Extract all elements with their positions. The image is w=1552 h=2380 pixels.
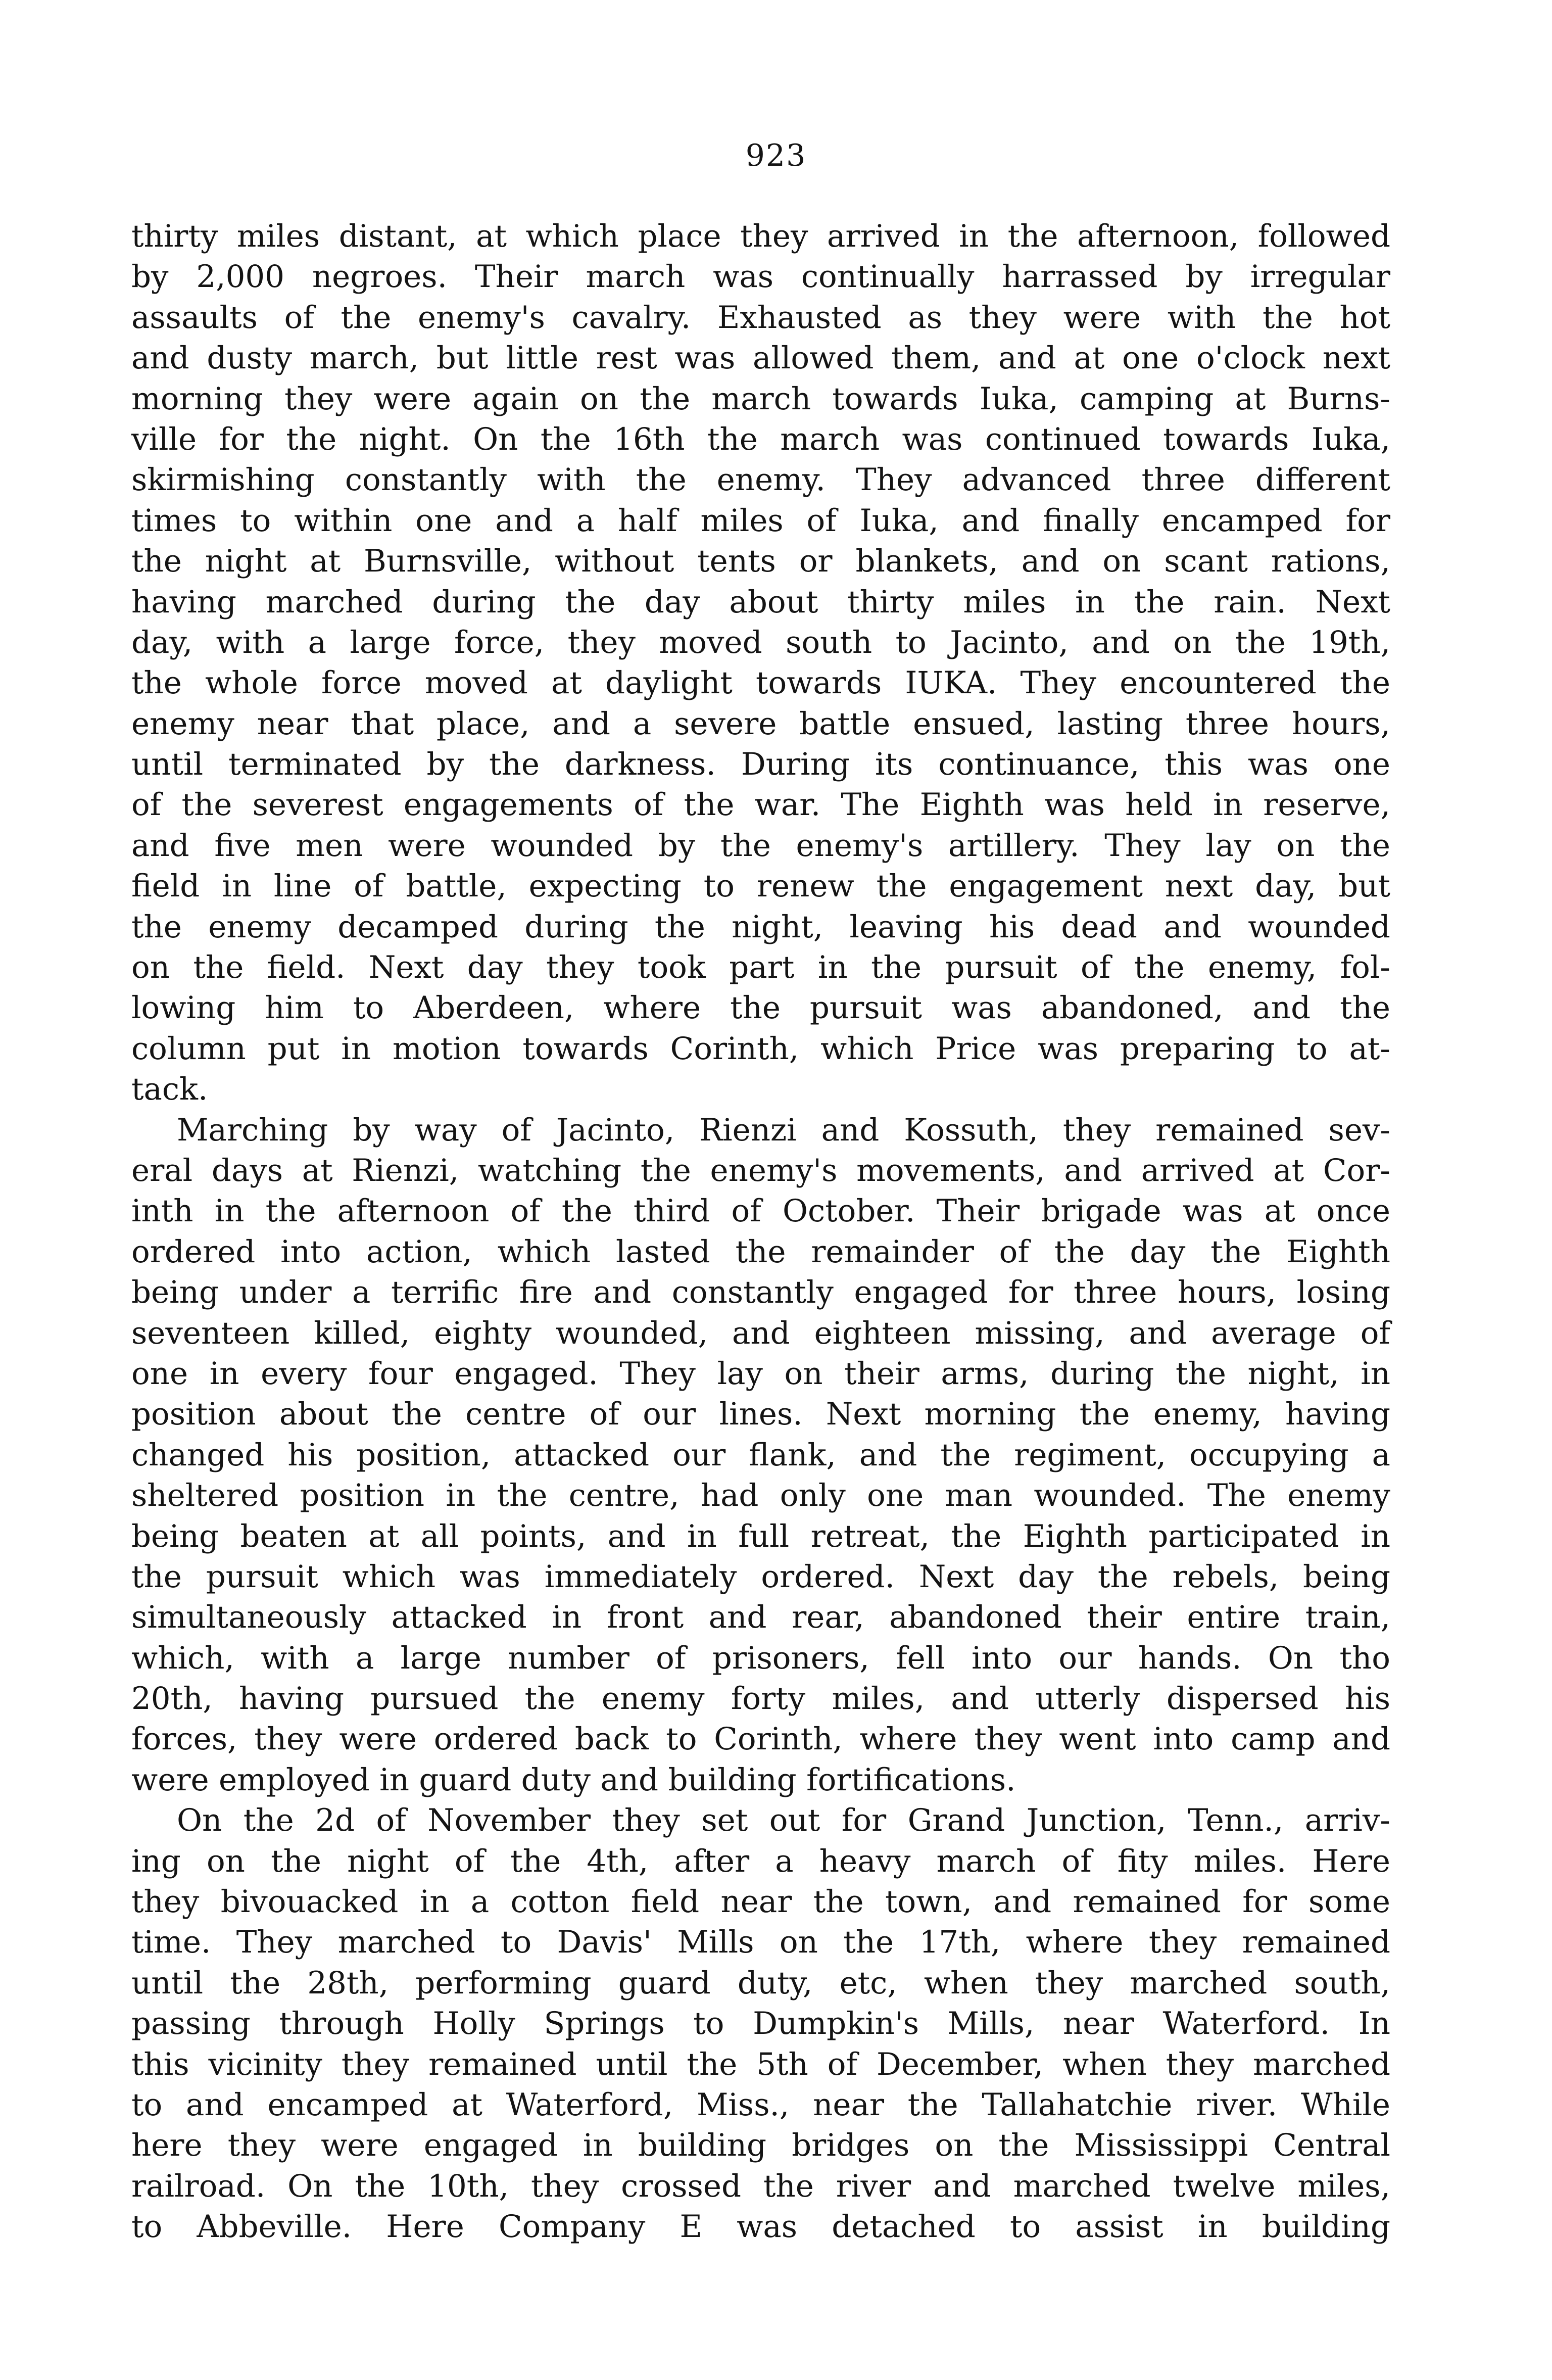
text-line: ville for the night. On the 16th the march was continued towards Iuka, <box>131 421 1390 457</box>
body-text <box>131 216 1390 2248</box>
text-line: being under a terrific fire and constantly engaged for three hours, losing <box>131 1274 1390 1311</box>
text-line: ing on the night of the 4th, after a heavy march of fity miles. Here <box>131 1843 1390 1879</box>
text-line: field in line of battle, expecting to renew the engagement next day, but <box>131 868 1390 905</box>
text-line: of the severest engagements of the war. The Eighth was held in reserve, <box>131 787 1390 823</box>
text-line: times to within one and a half miles of Iuka, and finally encamped for <box>131 502 1390 539</box>
text-line: sheltered position in the centre, had only one man wounded. The enemy <box>131 1478 1390 1514</box>
text-line: tack. <box>131 1071 208 1108</box>
text-line: being beaten at all points, and in full retreat, the Eighth participated in <box>131 1518 1390 1554</box>
text-line: railroad. On the 10th, they crossed the river and marched twelve miles, <box>131 2168 1390 2204</box>
text-line: Marching by way of Jacinto, Rienzi and Kossuth, they remained sev- <box>177 1112 1390 1148</box>
text-line: forces, they were ordered back to Corinth, where they went into camp and <box>131 1721 1390 1757</box>
text-line: lowing him to Aberdeen, where the pursuit was abandoned, and the <box>131 990 1390 1026</box>
text-line: which, with a large number of prisoners, fell into our hands. On tho <box>131 1640 1390 1676</box>
text-line: On the 2d of November they set out for Grand Junction, Tenn., arriv- <box>177 1802 1390 1839</box>
text-line: this vicinity they remained until the 5th of December, when they marched <box>131 2046 1390 2082</box>
text-line: position about the centre of our lines. Next morning the enemy, having <box>131 1396 1390 1433</box>
text-line: seventeen killed, eighty wounded, and eighteen missing, and average of <box>131 1315 1390 1351</box>
text-line: were employed in guard duty and building fortifications. <box>131 1762 1016 1798</box>
text-line: column put in motion towards Corinth, which Price was preparing to at- <box>131 1030 1390 1067</box>
text-line: day, with a large force, they moved south to Jacinto, and on the 19th, <box>131 624 1390 660</box>
text-line: time. They marched to Davis' Mills on the 17th, where they remained <box>131 1924 1390 1961</box>
text-line: ordered into action, which lasted the remainder of the day the Eighth <box>131 1233 1390 1270</box>
text-line: simultaneously attacked in front and rear, abandoned their entire train, <box>131 1599 1390 1636</box>
text-line: the whole force moved at daylight towards IUKA. They encountered the <box>131 665 1390 701</box>
text-line: until terminated by the darkness. During its continuance, this was one <box>131 746 1390 783</box>
page-number: 923 <box>745 138 807 173</box>
text-line: passing through Holly Springs to Dumpkin's Mills, near Waterford. In <box>131 2006 1390 2042</box>
text-line: morning they were again on the march towards Iuka, camping at Burns- <box>131 380 1390 417</box>
text-line: they bivouacked in a cotton field near the town, and remained for some <box>131 1884 1390 1920</box>
text-line: inth in the afternoon of the third of October. Their brigade was at once <box>131 1193 1390 1229</box>
text-line: one in every four engaged. They lay on their arms, during the night, in <box>131 1355 1390 1392</box>
text-line: the night at Burnsville, without tents or blankets, and on scant rations, <box>131 543 1390 580</box>
text-line: to and encamped at Waterford, Miss., near the Tallahatchie river. While <box>131 2086 1390 2123</box>
text-line: having marched during the day about thirty miles in the rain. Next <box>131 584 1390 620</box>
text-line: to Abbeville. Here Company E was detached to assist in building <box>131 2209 1390 2245</box>
text-line: assaults of the enemy's cavalry. Exhausted as they were with the hot <box>131 299 1390 336</box>
text-line: on the field. Next day they took part in the pursuit of the enemy, fol- <box>131 949 1390 986</box>
text-line: thirty miles distant, at which place they arrived in the afternoon, followed <box>131 218 1390 254</box>
text-line: the enemy decamped during the night, leaving his dead and wounded <box>131 909 1390 945</box>
text-line: and dusty march, but little rest was allowed them, and at one o'clock next <box>131 340 1390 376</box>
text-line: 20th, having pursued the enemy forty miles, and utterly dispersed his <box>131 1681 1390 1717</box>
paragraph-1 <box>131 216 1390 1110</box>
text-line: eral days at Rienzi, watching the enemy's movements, and arrived at Cor- <box>131 1152 1390 1188</box>
text-line: changed his position, attacked our flank, and the regiment, occupying a <box>131 1437 1390 1473</box>
paragraph-2 <box>131 1110 1390 1801</box>
text-line: the pursuit which was immediately ordered. Next day the rebels, being <box>131 1558 1390 1595</box>
text-line: by 2,000 negroes. Their march was continually harrassed by irregular <box>131 259 1390 295</box>
text-line: until the 28th, performing guard duty, etc, when they marched south, <box>131 1965 1390 2001</box>
text-line: here they were engaged in building bridges on the Mississippi Central <box>131 2127 1390 2164</box>
text-line: and five men were wounded by the enemy's artillery. They lay on the <box>131 827 1390 864</box>
text-line: enemy near that place, and a severe battle ensued, lasting three hours, <box>131 705 1390 742</box>
paragraph-3 <box>131 1800 1390 2247</box>
text-line: skirmishing constantly with the enemy. They advanced three different <box>131 462 1390 498</box>
